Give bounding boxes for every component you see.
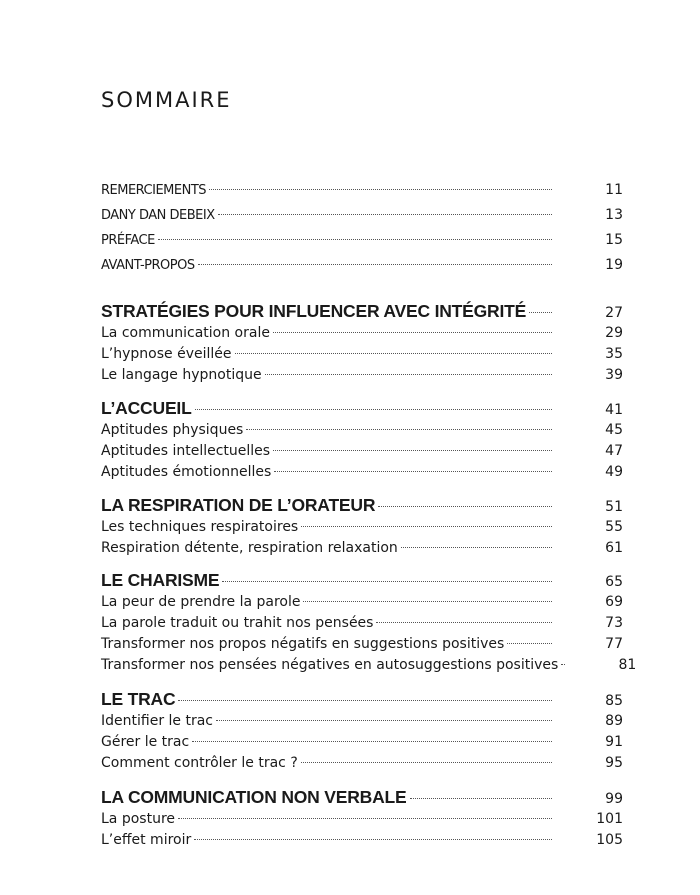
toc-section-page: 81 bbox=[618, 657, 637, 673]
toc-section-page: 47 bbox=[605, 443, 623, 459]
toc-section[interactable] bbox=[101, 634, 623, 655]
leader-dots bbox=[218, 214, 552, 215]
toc-entry[interactable] bbox=[101, 228, 623, 253]
toc-section-page: 91 bbox=[605, 734, 623, 750]
leader-dots bbox=[410, 798, 553, 799]
leader-dots bbox=[401, 547, 552, 548]
toc-chapter-page: 65 bbox=[605, 574, 623, 590]
toc-entry[interactable] bbox=[101, 178, 623, 203]
leader-dots bbox=[378, 506, 552, 507]
toc-section-label: La communication orale bbox=[101, 325, 270, 341]
page-title: SOMMAIRE bbox=[101, 88, 232, 112]
toc-section-label: La peur de prendre la parole bbox=[101, 594, 301, 610]
toc-section-label: Les techniques respiratoires bbox=[101, 519, 299, 535]
leader-dots bbox=[198, 264, 552, 265]
toc-section[interactable] bbox=[101, 517, 623, 538]
toc-chapter-block bbox=[101, 688, 623, 774]
toc-chapter-label: STRATÉGIES POUR INFLUENCER AVEC INTÉGRITÉ bbox=[101, 301, 527, 321]
toc-section-label: Aptitudes physiques bbox=[101, 422, 244, 438]
toc-section-label: Transformer nos pensées négatives en autosuggestions positives bbox=[101, 657, 559, 673]
leader-dots bbox=[192, 741, 552, 742]
toc-chapter[interactable] bbox=[101, 786, 623, 809]
toc-entry[interactable] bbox=[101, 253, 623, 278]
leader-dots bbox=[194, 839, 552, 840]
toc-section[interactable] bbox=[101, 830, 623, 851]
toc-section[interactable] bbox=[101, 365, 623, 386]
toc-chapter-label: LE CHARISME bbox=[101, 570, 220, 590]
toc-section[interactable] bbox=[101, 753, 623, 774]
leader-dots bbox=[507, 643, 552, 644]
toc-section[interactable] bbox=[101, 420, 623, 441]
toc-section-label: Aptitudes émotionnelles bbox=[101, 464, 272, 480]
toc-chapter-block bbox=[101, 786, 623, 851]
toc-chapter-label: LA RESPIRATION DE L’ORATEUR bbox=[101, 495, 376, 515]
leader-dots bbox=[561, 664, 565, 665]
toc-section-label: L’effet miroir bbox=[101, 832, 192, 848]
toc-section[interactable] bbox=[101, 613, 623, 634]
leader-dots bbox=[178, 700, 552, 701]
leader-dots bbox=[222, 581, 552, 582]
toc-chapter-block bbox=[101, 494, 623, 559]
toc-section-label: Identifier le trac bbox=[101, 713, 213, 729]
toc-section-label: La posture bbox=[101, 811, 175, 827]
toc-section-page: 89 bbox=[605, 713, 623, 729]
toc-section-label: La parole traduit ou trahit nos pensées bbox=[101, 615, 374, 631]
toc-section[interactable] bbox=[101, 732, 623, 753]
leader-dots bbox=[376, 622, 552, 623]
toc-chapter-label: L’ACCUEIL bbox=[101, 398, 192, 418]
leader-dots bbox=[158, 239, 552, 240]
toc-entry[interactable] bbox=[101, 203, 623, 228]
toc-section-label: Comment contrôler le trac ? bbox=[101, 755, 298, 771]
toc-entry-page: 13 bbox=[605, 207, 623, 223]
toc-section-label: Gérer le trac bbox=[101, 734, 190, 750]
toc-entry-label: DANY DAN DEBEIX bbox=[101, 208, 215, 223]
toc-section[interactable] bbox=[101, 655, 637, 676]
toc-section-label: Respiration détente, respiration relaxation bbox=[101, 540, 398, 556]
leader-dots bbox=[209, 189, 552, 190]
toc-section-page: 73 bbox=[605, 615, 623, 631]
leader-dots bbox=[273, 332, 552, 333]
leader-dots bbox=[301, 762, 552, 763]
toc-section[interactable] bbox=[101, 538, 623, 559]
toc-section-page: 101 bbox=[596, 811, 623, 827]
leader-dots bbox=[303, 601, 552, 602]
toc-section[interactable] bbox=[101, 441, 623, 462]
toc-entry-label: REMERCIEMENTS bbox=[101, 183, 207, 198]
toc-chapter-page: 41 bbox=[605, 402, 623, 418]
toc-section[interactable] bbox=[101, 462, 623, 483]
toc-chapter[interactable] bbox=[101, 569, 623, 592]
toc-section-page: 69 bbox=[605, 594, 623, 610]
toc-chapter[interactable] bbox=[101, 397, 623, 420]
toc-section-page: 77 bbox=[605, 636, 623, 652]
toc-section-page: 29 bbox=[605, 325, 623, 341]
toc-chapter[interactable] bbox=[101, 688, 623, 711]
toc-entry-label: PRÉFACE bbox=[101, 233, 155, 248]
toc-section-page: 55 bbox=[605, 519, 623, 535]
toc-entry-label: AVANT-PROPOS bbox=[101, 258, 195, 273]
toc-chapter-block bbox=[101, 397, 623, 483]
leader-dots bbox=[178, 818, 552, 819]
toc-entry-page: 19 bbox=[605, 257, 623, 273]
toc-section-page: 45 bbox=[605, 422, 623, 438]
toc-section-page: 61 bbox=[605, 540, 623, 556]
leader-dots bbox=[235, 353, 553, 354]
toc-chapter[interactable] bbox=[101, 300, 623, 323]
leader-dots bbox=[265, 374, 552, 375]
leader-dots bbox=[195, 409, 552, 410]
toc-section[interactable] bbox=[101, 344, 623, 365]
toc-section[interactable] bbox=[101, 323, 623, 344]
toc-section[interactable] bbox=[101, 592, 623, 613]
toc-section-page: 49 bbox=[605, 464, 623, 480]
toc-section-label: Transformer nos propos négatifs en suggestions positives bbox=[101, 636, 505, 652]
toc-section[interactable] bbox=[101, 711, 623, 732]
toc-section-page: 35 bbox=[605, 346, 623, 362]
toc-prelims bbox=[101, 178, 623, 278]
toc-section-page: 39 bbox=[605, 367, 623, 383]
leader-dots bbox=[216, 720, 552, 721]
toc-entry-page: 11 bbox=[605, 182, 623, 198]
leader-dots bbox=[301, 526, 552, 527]
toc-chapter-block bbox=[101, 569, 637, 676]
leader-dots bbox=[273, 450, 552, 451]
toc-section[interactable] bbox=[101, 809, 623, 830]
toc-chapter-page: 99 bbox=[605, 791, 623, 807]
toc-chapter-page: 27 bbox=[605, 305, 623, 321]
toc-chapter-label: LA COMMUNICATION NON VERBALE bbox=[101, 787, 407, 807]
toc-section-label: L’hypnose éveillée bbox=[101, 346, 232, 362]
leader-dots bbox=[246, 429, 552, 430]
toc-section-page: 105 bbox=[596, 832, 623, 848]
toc-chapter-page: 51 bbox=[605, 499, 623, 515]
toc-chapter-label: LE TRAC bbox=[101, 689, 176, 709]
toc-chapter-page: 85 bbox=[605, 693, 623, 709]
toc-section-page: 95 bbox=[605, 755, 623, 771]
leader-dots bbox=[274, 471, 552, 472]
toc-chapter-block bbox=[101, 300, 623, 386]
toc-entry-page: 15 bbox=[605, 232, 623, 248]
toc-section-label: Aptitudes intellectuelles bbox=[101, 443, 271, 459]
leader-dots bbox=[529, 312, 552, 313]
toc-chapter[interactable] bbox=[101, 494, 623, 517]
toc-section-label: Le langage hypnotique bbox=[101, 367, 262, 383]
